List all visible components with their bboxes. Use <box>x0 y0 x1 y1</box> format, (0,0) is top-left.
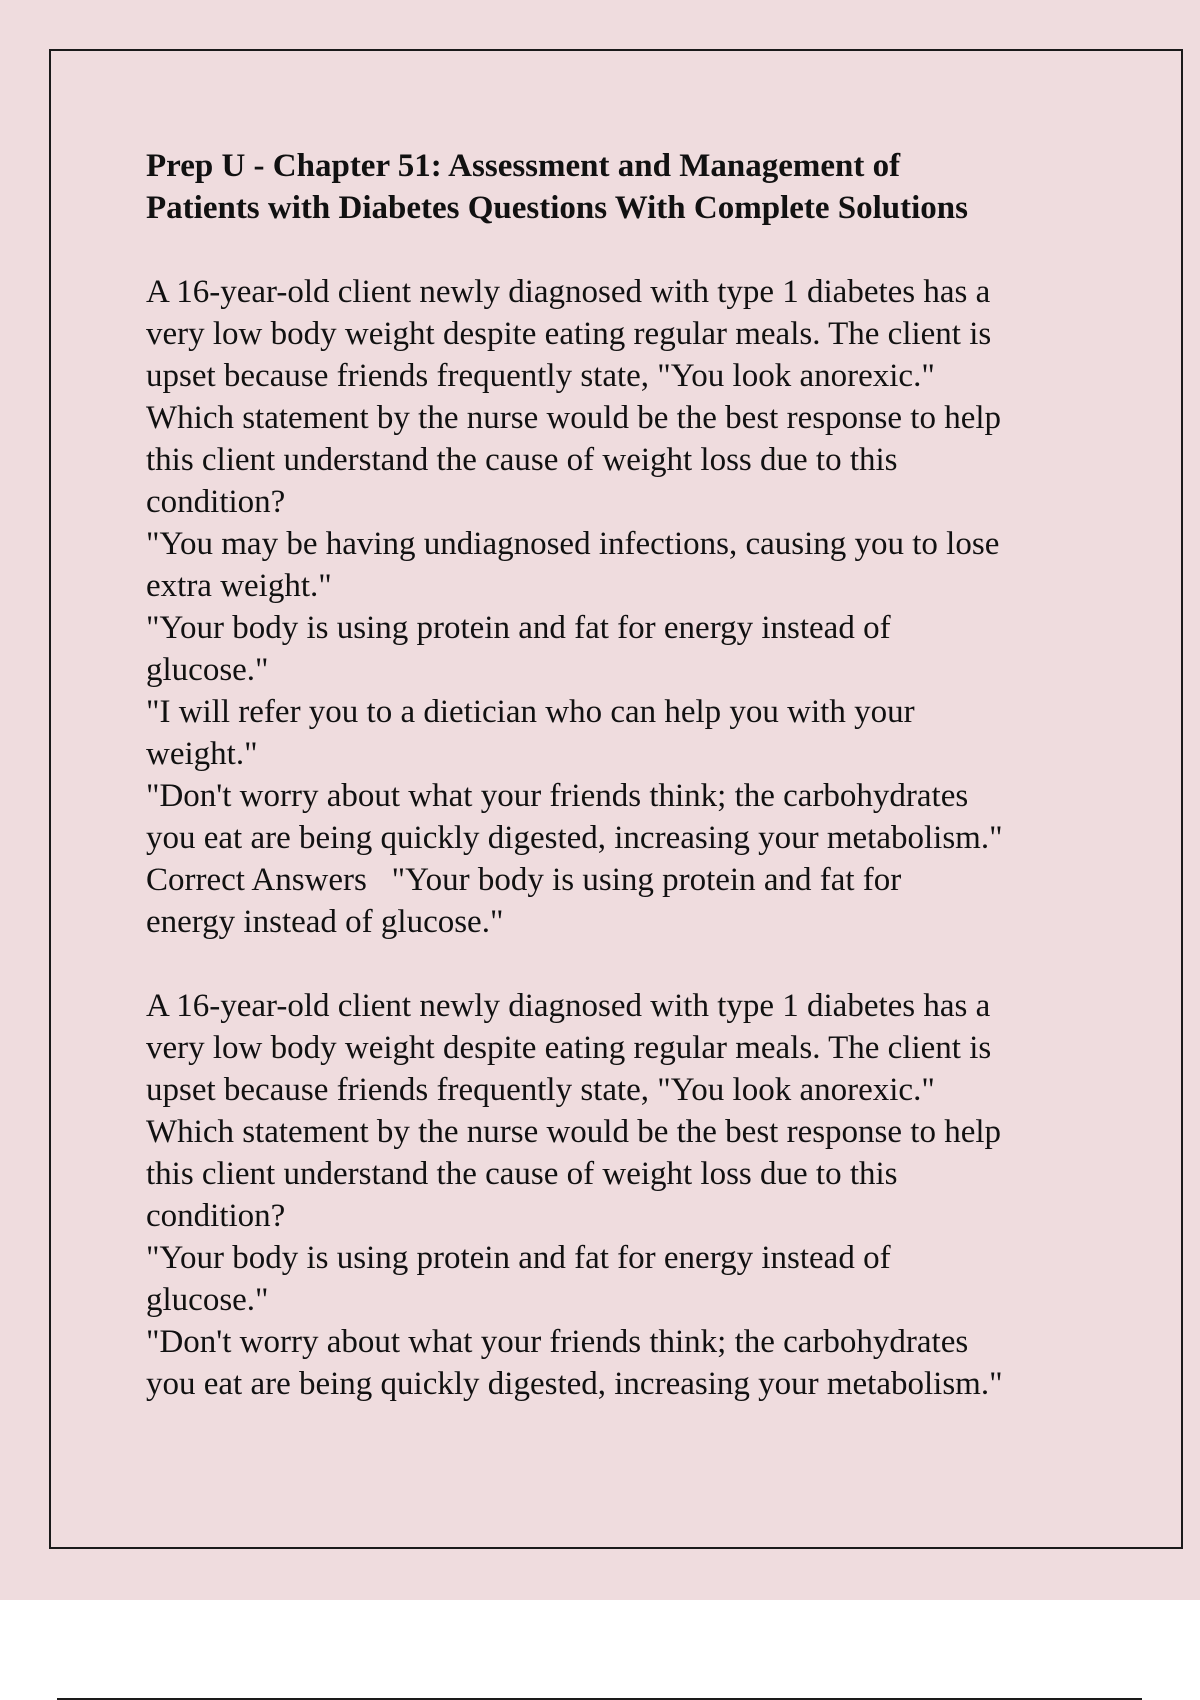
option-line: you eat are being quickly digested, increasing your metabolism." <box>146 1366 1003 1402</box>
option-line: weight." <box>146 736 258 772</box>
text-line: upset because friends frequently state, "You look anorexic." <box>146 1072 935 1108</box>
option-line: you eat are being quickly digested, increasing your metabolism." <box>146 820 1003 856</box>
title-line: Prep U - Chapter 51: Assessment and Management of <box>146 148 901 184</box>
option-line: "Your body is using protein and fat for energy instead of <box>146 1240 891 1276</box>
option-line: "You may be having undiagnosed infections, causing you to lose <box>146 526 1000 562</box>
text-line: very low body weight despite eating regular meals. The client is <box>146 1030 992 1066</box>
document-content <box>146 145 1146 1447</box>
text-line: condition? <box>146 484 286 520</box>
text-line: upset because friends frequently state, "You look anorexic." <box>146 358 935 394</box>
text-line: A 16-year-old client newly diagnosed with type 1 diabetes has a <box>146 274 991 310</box>
option-line: "I will refer you to a dietician who can help you with your <box>146 694 915 730</box>
text-line: very low body weight despite eating regular meals. The client is <box>146 316 992 352</box>
text-line: A 16-year-old client newly diagnosed with type 1 diabetes has a <box>146 988 991 1024</box>
answer-line: Correct Answers "Your body is using protein and fat for <box>146 862 902 898</box>
option-line: "Don't worry about what your friends think; the carbohydrates <box>146 778 969 814</box>
option-line: "Don't worry about what your friends think; the carbohydrates <box>146 1324 969 1360</box>
question-block-2 <box>146 985 1146 1405</box>
option-line: "Your body is using protein and fat for energy instead of <box>146 610 891 646</box>
text-line: this client understand the cause of weight loss due to this <box>146 1156 898 1192</box>
text-line: Which statement by the nurse would be the best response to help <box>146 1114 1002 1150</box>
option-line: glucose." <box>146 1282 269 1318</box>
option-line: glucose." <box>146 652 269 688</box>
document-title <box>146 145 1146 229</box>
title-line: Patients with Diabetes Questions With Complete Solutions <box>146 190 969 226</box>
text-line: this client understand the cause of weight loss due to this <box>146 442 898 478</box>
answer-line: energy instead of glucose." <box>146 904 504 940</box>
option-line: extra weight." <box>146 568 332 604</box>
text-line: condition? <box>146 1198 286 1234</box>
text-line: Which statement by the nurse would be the best response to help <box>146 400 1002 436</box>
question-block-1 <box>146 271 1146 943</box>
